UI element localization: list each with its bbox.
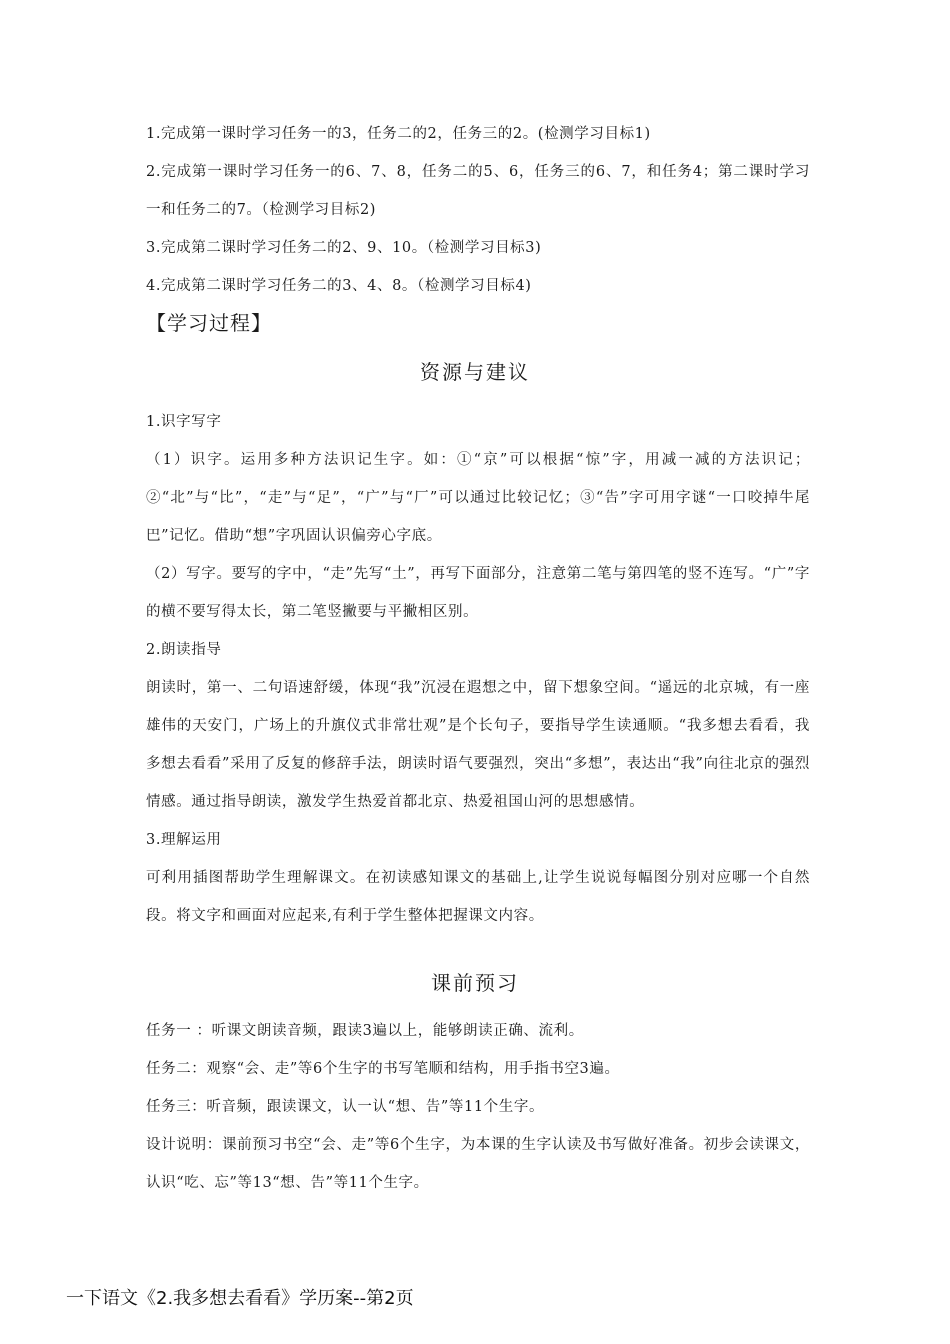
page-footer: 一下语文《2.我多想去看看》学历案--第2页 bbox=[66, 1288, 414, 1309]
resources-paragraph-reading: 朗读时，第一、二句语速舒缓，体现“我”沉浸在遐想之中，留下想象空间。“遥远的北京城，有一座雄伟的天安门，广场上的升旗仪式非常壮观”是个长句子，要指导学生读通顺。“我多想去看看，我多想去看看”采用了反复的修辞手法，朗读时语气要强烈，突出“多想”，表达出“我”向往北京的强烈情感。通过指导朗读，激发学生热爱首都北京、热爱祖国山河的思想感情。 bbox=[146, 680, 810, 810]
objective-item-2: 2.完成第一课时学习任务一的6、7、8，任务二的5、6，任务三的6、7，和任务4；第二课时学习一和任务二的7。（检测学习目标2) bbox=[146, 164, 810, 218]
objective-item-4: 4.完成第二课时学习任务二的3、4、8。（检测学习目标4) bbox=[146, 278, 532, 294]
preview-section bbox=[146, 1012, 810, 1202]
resources-paragraph-write: （2）写字。要写的字中，“走”先写“土”，再写下面部分，注意第二笔与第四笔的竖不连写。“广”字的横不要写得太长，第二笔竖撇要与平撇相区别。 bbox=[146, 566, 810, 620]
resources-subheading-apply: 3.理解运用 bbox=[146, 832, 222, 848]
resources-subheading-reading: 2.朗读指导 bbox=[146, 642, 222, 658]
resources-section bbox=[146, 403, 810, 935]
preview-task-2: 任务二：观察“会、走”等6个生字的书写笔顺和结构，用手指书空3遍。 bbox=[146, 1061, 620, 1077]
objective-item-1: 1.完成第一课时学习任务一的3，任务二的2，任务三的2。(检测学习目标1) bbox=[146, 126, 651, 142]
preview-task-1: 任务一 ：听课文朗读音频，跟读3遍以上，能够朗读正确、流利。 bbox=[146, 1023, 584, 1039]
objectives-check-list bbox=[146, 115, 810, 305]
resources-subheading-literacy: 1.识字写字 bbox=[146, 414, 222, 430]
preview-task-3: 任务三：听音频，跟读课文，认一认“想、告”等11个生字。 bbox=[146, 1099, 545, 1115]
resources-paragraph-recognize: （1）识字。运用多种方法识记生字。如：①“京”可以根据“惊”字，用减一减的方法识记；②“北”与“比”，“走”与“足”，“广”与“厂”可以通过比较记忆；③“告”字可用字谜“一口咬掉牛尾巴”记忆。借助“想”字巩固认识偏旁心字底。 bbox=[146, 452, 810, 544]
learning-process-heading: 【学习过程】 bbox=[146, 311, 272, 335]
objective-item-3: 3.完成第二课时学习任务二的2、9、10。（检测学习目标3) bbox=[146, 240, 542, 256]
preview-design-note: 设计说明：课前预习书空“会、走”等6个生字，为本课的生字认读及书写做好准备。初步会读课文，认识“吃、忘”等13“想、告”等11个生字。 bbox=[146, 1137, 810, 1191]
resources-title: 资源与建议 bbox=[420, 360, 530, 384]
resources-paragraph-apply: 可利用插图帮助学生理解课文。在初读感知课文的基础上,让学生说说每幅图分别对应哪一个自然段。将文字和画面对应起来,有利于学生整体把握课文内容。 bbox=[146, 870, 810, 924]
preview-title: 课前预习 bbox=[431, 971, 519, 995]
